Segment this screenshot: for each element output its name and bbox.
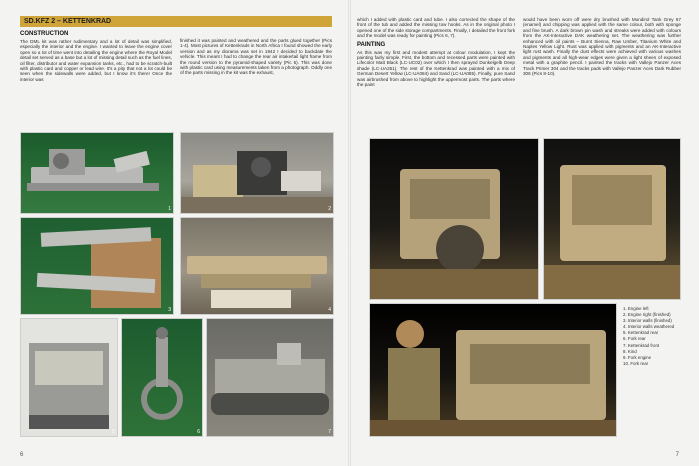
paragraph: which I added with plastic card and tube. I also corrected the shape of the front of the tub and added the missing tow hooks. As in the original photo I opened one of the side storage compartments. Finally, I detailed the front fork and the model was ready for painting (Pics 6, 7). [357,17,515,39]
model-sketch [181,218,333,314]
caption-item: 7. Kettenkrad front [623,342,660,348]
photo-fork [121,318,203,437]
text-column-left-2 [180,38,332,76]
model-sketch [544,139,680,299]
photo-number: 7 [328,429,331,435]
photo-interior-weathered [180,217,334,315]
right-page [351,0,699,466]
photo-finished-front [543,138,681,300]
model-sketch [207,319,333,436]
photo-engine-right [180,132,334,214]
photo-number: 2 [328,206,331,212]
text-column-right-1 [357,17,515,87]
paragraph: would have been worn off were dry brushed with Mundirol Tank Grey 67 (enamel) and chipping was applied with the same colour, both with sponge and fine brush. A dark brown pin wash and streaks were added with colours from the AK-Interactive DAK weathering set. The weathering was further enhanced with oil paints – Burnt Sienna, Raw Umber, Titanium White and Naples Yellow Light. Rust was applied with pigments and an AK-Interactive light rust wash. Finally the dust effects were achieved with various washes and pigments and all high-wear edges were given a light sheen of exposed metal with a graphite pencil. I painted the tracks with Vallejo Panzer Aces Track Primer 304 and the tracks pads with Vallejo Panzer Aces Dark Rubber 306 (Pics 8-10). [523,17,681,77]
photo-number: 3 [168,307,171,313]
caption-item: 2. Engine right (finished) [623,312,671,318]
model-sketch [21,218,173,314]
caption-item: 10. Fork rear [623,360,649,366]
text-column-right-2 [523,17,681,76]
paragraph: As this was my first and modest attempt at colour modulation, I kept the painting fairly simple. First, the bottom and recessed parts were painted with Lifecolor Matt Black (LC-UC02) over which I then sprayed Dunkelgelb Deep shade (LC-UA251). The rest of the Kettenkrad was painted with a mix of German Desert Yellow (LC-UA084) and Sand (LC-UA085). Finally, pure Sand was airbrushed from above to highlight the uppermost parts. The parts where the paint [357,49,515,88]
caption-item: 6. Fork rear [623,336,646,342]
model-sketch [181,133,333,213]
paragraph: The DML kit was rather rudimentary and a lot of detail was simplified, especially the interior and the engine. I wanted to leave the engine cover open so a lot of time went into detailing the engine where the Royal Model detail set served as a base but a lot of missing detail such as the fuel lines, oil filter, distributor and water expansion tanks, etc., had to be scratch-built with plastic card and copper or lead wire. It's a pity that not a lot could be seen when the sidewalls were added, but I know it's there! Once the interior was [20,39,172,82]
photo-engine-left [20,132,174,214]
photo-number: 1 [168,206,171,212]
model-sketch [370,139,538,299]
page-number-left: 6 [20,452,24,458]
photo-number: 5 [112,429,115,435]
section-heading-construction: CONSTRUCTION [20,31,69,37]
photo-number: 6 [197,429,200,435]
section-heading-painting: PAINTING [357,41,386,48]
caption-item: 3. Interior walls (finished) [623,318,672,324]
page-number-right: 7 [675,452,679,458]
photo-diorama-figure [369,303,617,437]
model-sketch [370,304,616,436]
caption-item: 1. Engine left [623,306,649,311]
model-sketch [122,319,202,436]
photo-finished-rear [369,138,539,300]
photo-captions [623,306,693,367]
article-header: SD.KFZ 2 – KETTENKRAD [20,16,332,27]
photo-kettenkrad-rear [20,318,118,437]
photo-interior-walls [20,217,174,315]
caption-item: 5. Kettenkrad rear [623,330,659,336]
left-page [0,0,349,466]
text-column-left-1 [20,31,172,82]
model-sketch [21,133,173,213]
caption-item: 4. Interior walls weathered [623,324,675,330]
model-sketch [21,319,117,436]
photo-kettenkrad-front [206,318,334,437]
caption-item: 9. Fork engine [623,354,652,360]
photo-number: 4 [328,307,331,313]
paragraph: finished it was painted and weathered and the parts glued together (Pics 1-4). Most pictures of Kettenkrads in North Africa I found showed the early version and as my diorama was set in 1942 I decided to backdate the vehicle. This meant I had to change the rear air intake/tail light frame from the round version to the pyramid-shaped variety (Pic 5). This was done with plastic card using measurements taken from a photograph. Oddly one of the parts missing in the kit was the exhaust, [180,38,332,76]
caption-item: 8. Kind [623,348,637,354]
